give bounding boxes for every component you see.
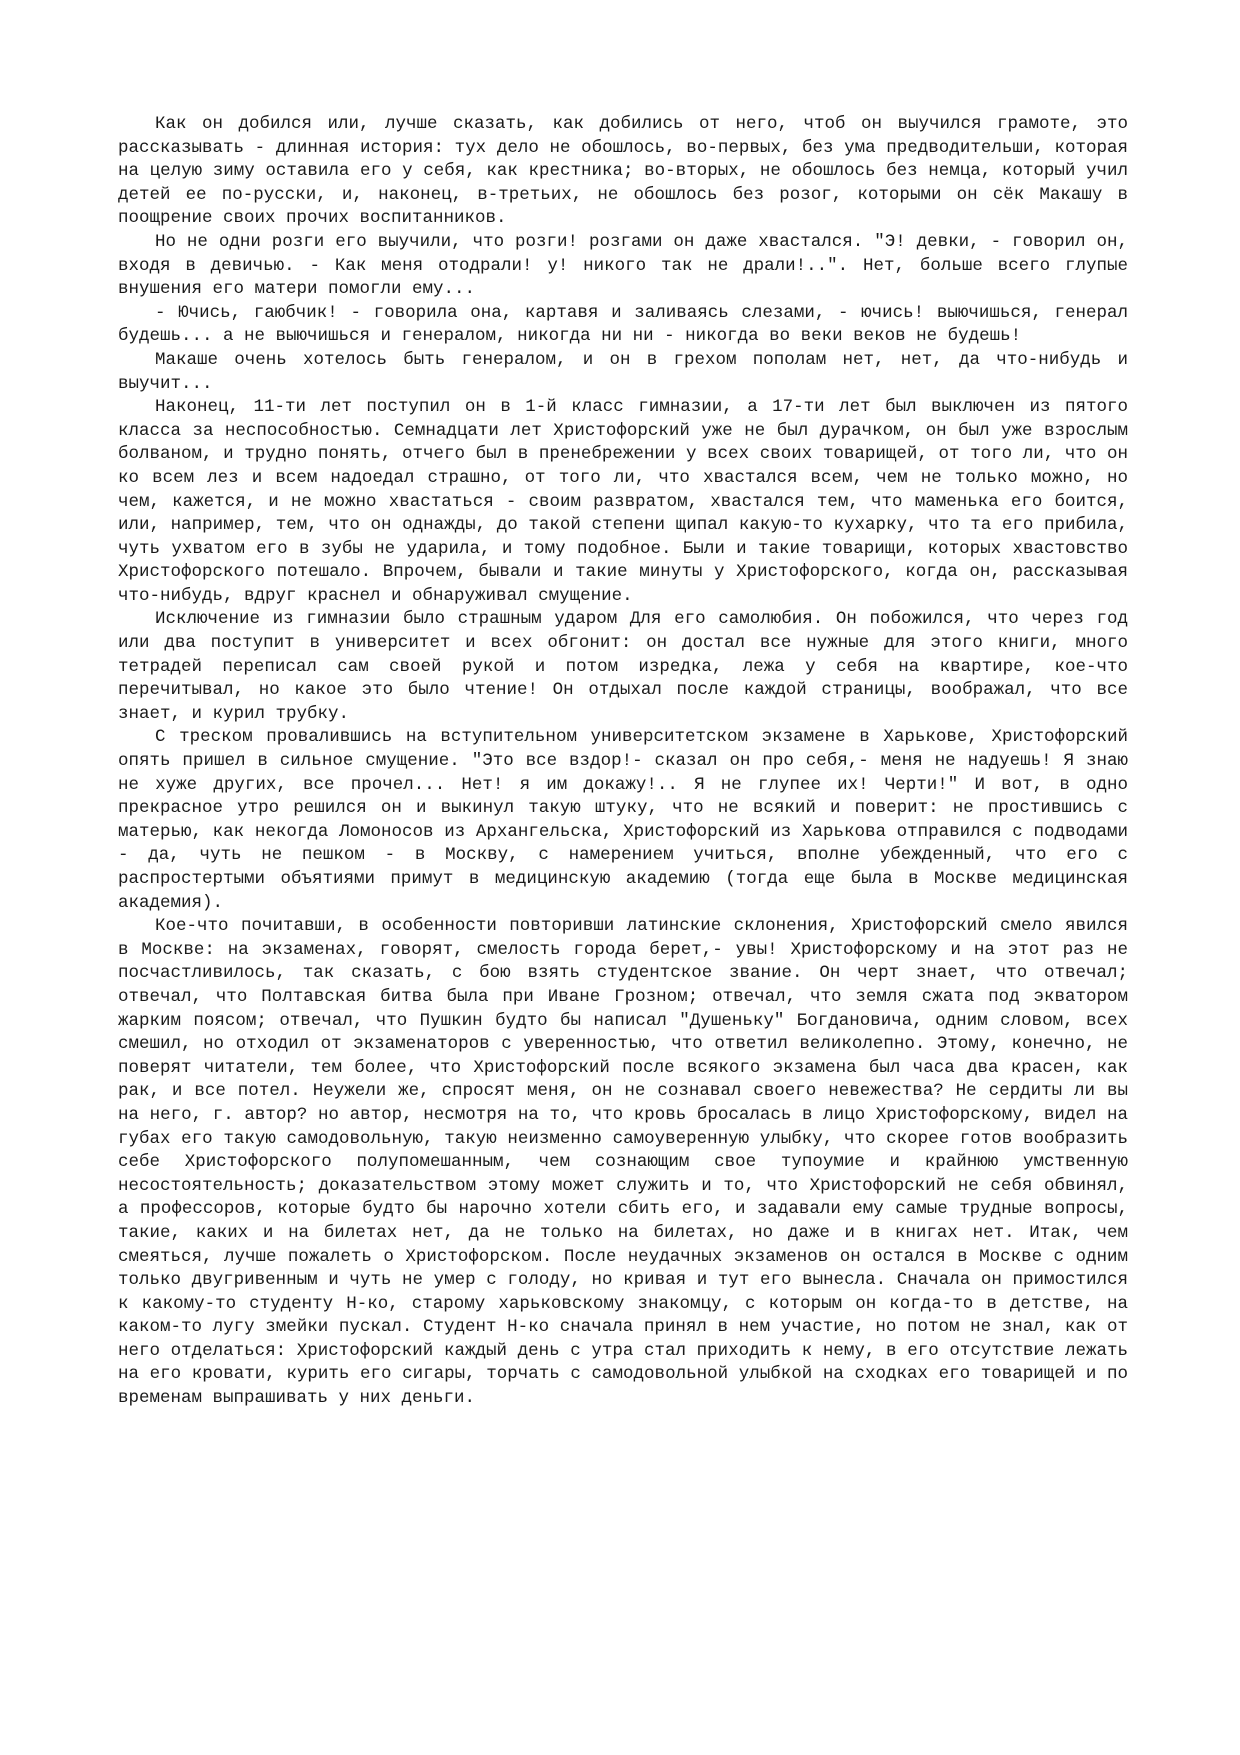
paragraph-7: С треском провалившись на вступительном университетском экзамене в Харькове, Христофорский опять пришел в сильное смущение. "Это все вздор!- сказал он про себя,- меня не надуешь! Я знаю не хуже других, все прочел... Нет! я им докажу!.. Я не глупее их! Черти!" И вот, в одно прекрасное утро решился он и выкинул такую штуку, что не всякий и поверит: не простившись с матерью, как некогда Ломоносов из Архангельска, Христофорский из Харькова отправился с подводами - да, чуть не пешком - в Москву, с намерением учиться, вполне убежденный, что его с распростертыми объятиями примут в медицинскую академию (тогда еще была в Москве медицинская академия). [118,727,1128,913]
paragraph-2: Но не одни розги его выучили, что розги! розгами он даже хвастался. "Э! девки, - говорил он, входя в девичью. - Как меня отодрали! у! никого так не драли!..". Нет, больше всего глупые внушения его матери помогли ему... [118,231,1128,300]
paragraph-3: - Ючись, гаюбчик! - говорила она, картавя и заливаясь слезами, - ючись! выючишься, генерал будешь... а не выючишься и генералом, никогда ни ни - никогда во веки веков не будешь! [118,302,1128,347]
paragraph-1: Как он добился или, лучше сказать, как добились от него, чтоб он выучился грамоте, это рассказывать - длинная история: тух дело не обошлось, во-первых, без ума предводительши, которая на целую зиму оставила его у себя, как крестника; во-вторых, не обошлось без немца, который учил детей ее по-русски, и, наконец, в-третьих, не обошлось без розог, которыми он сёк Макашу в поощрение своих прочих воспитанников. [118,114,1128,229]
document-page [118,113,1128,1411]
paragraph-5: Наконец, 11-ти лет поступил он в 1-й класс гимназии, а 17-ти лет был выключен из пятого класса за неспособностью. Семнадцати лет Христофорский уже не был дурачком, он был уже взрослым болваном, и трудно понять, отчего был в пренебрежении у всех своих товарищей, от того ли, что он ко всем лез и всем надоедал страшно, от того ли, что хвастался всем, чем не только можно, но чем, кажется, и не можно хвастаться - своим развратом, хвастался тем, что маменька его боится, или, например, тем, что он однажды, до такой степени щипал какую-то кухарку, что та его прибила, чуть ухватом его в зубы не ударила, и тому подобное. Были и такие товарищи, которых хвастовство Христофорского потешало. Впрочем, бывали и такие минуты у Христофорского, когда он, рассказывая что-нибудь, вдруг краснел и обнаруживал смущение. [118,397,1128,606]
paragraph-4: Макаше очень хотелось быть генералом, и он в грехом пополам нет, нет, да что-нибудь и выучит... [118,349,1128,394]
paragraph-8: Кое-что почитавши, в особенности повторивши латинские склонения, Христофорский смело явился в Москве: на экзаменах, говорят, смелость города берет,- увы! Христофорскому и на этот раз не посчастливилось, так сказать, с бою взять студентское звание. Он черт знает, что отвечал; отвечал, что Полтавская битва была при Иване Грозном; отвечал, что земля сжата под экватором жарким поясом; отвечал, что Пушкин будто бы написал "Душеньку" Богдановича, одним словом, всех смешил, но отходил от экзаменаторов с уверенностью, что ответил великолепно. Этому, конечно, не поверят читатели, тем более, что Христофорский после всякого экзамена был часа два красен, как рак, и все потел. Неужели же, спросят меня, он не сознавал своего невежества? Не сердиты ли вы на него, г. автор? но автор, несмотря на то, что кровь бросалась в лицо Христофорскому, видел на губах его такую самодовольную, такую неизменно самоуверенную улыбку, что скорее готов вообразить себе Христофорского полупомешанным, чем сознающим свое тупоумие и крайнюю умственную несостоятельность; доказательством этому может служить и то, что Христофорский не себя обвинял, а профессоров, которые будто бы нарочно хотели сбить его, и задавали ему самые трудные вопросы, такие, каких и на билетах нет, да не только на билетах, но даже и в книгах нет. Итак, чем смеяться, лучше пожалеть о Христофорском. После неудачных экзаменов он остался в Москве с одним только двугривенным и чуть не умер с голоду, но кривая и тут его вынесла. Сначала он примостился к какому-то студенту Н-ко, старому харьковскому знакомцу, с которым он когда-то в детстве, на каком-то лугу змейки пускал. Студент Н-ко сначала принял в нем участие, но потом не знал, как от него отделаться: Христофорский каждый день с утра стал приходить к нему, в его отсутствие лежать на его кровати, курить его сигары, торчать с самодовольной улыбкой на сходках его товарищей и по временам выпрашивать у них деньги. [118,916,1128,1409]
paragraph-6: Исключение из гимназии было страшным ударом Для его самолюбия. Он побожился, что через год или два поступит в университет и всех обгонит: он достал все нужные для этого книги, много тетрадей переписал сам своей рукой и потом изредка, лежа у себя на квартире, кое-что перечитывал, но какое это было чтение! Он отдыхал после каждой страницы, воображал, что все знает, и курил трубку. [118,609,1128,724]
